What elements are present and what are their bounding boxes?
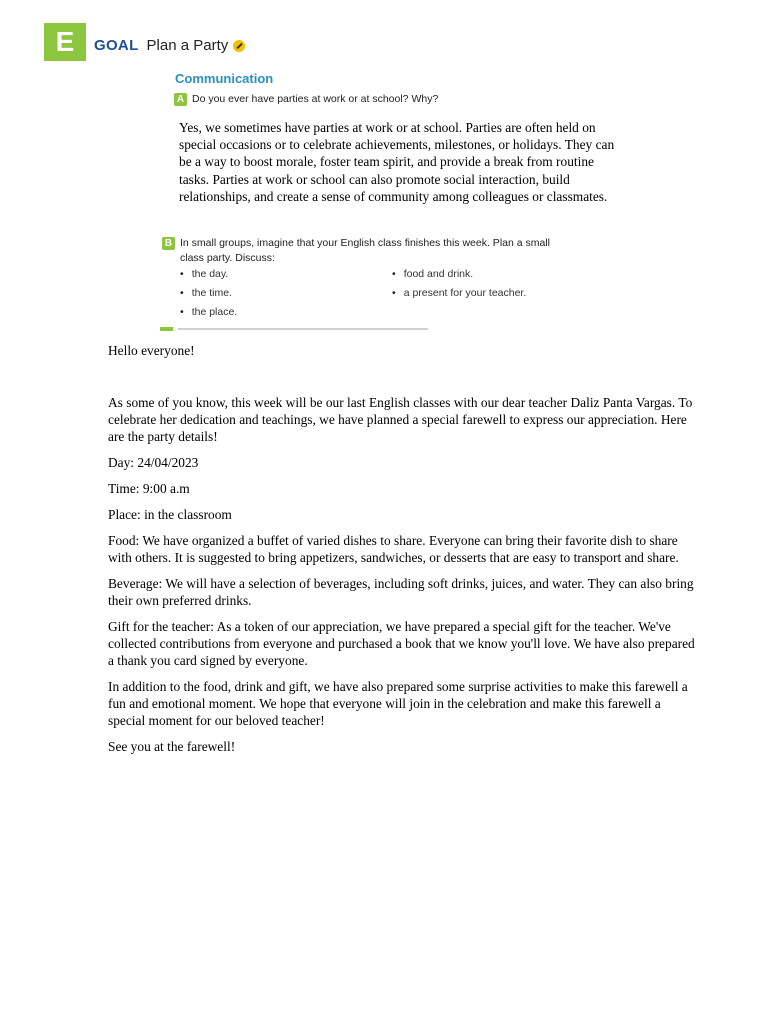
- question-a: [174, 92, 614, 107]
- bullet-item: • food and drink.: [392, 268, 473, 280]
- day-detail: Day: 24/04/2023: [108, 455, 199, 470]
- unit-badge: E: [44, 23, 86, 61]
- question-b-badge: B: [162, 237, 175, 250]
- question-a-badge: A: [174, 93, 187, 106]
- intro-paragraph: As some of you know, this week will be our last English classes with our dear teacher Daliz Panta Vargas. To celebrate her dedication and teachings, we have planned a special farewell to express our appreciation. Here are the party details!: [108, 395, 693, 444]
- goal-label: GOAL: [94, 36, 139, 54]
- question-b-text: In small groups, imagine that your English class finishes this week. Plan a small class party. Discuss:: [180, 237, 551, 264]
- answer-paragraph: Yes, we sometimes have parties at work or at school. Parties are often held on special occasions or to celebrate achievements, milestones, or holidays. They can be a way to boost morale, foster team spirit, and provide a break from routine tasks. Parties at work or school can also promote social interaction, build relationships, and create a sense of community among colleagues or classmates.: [179, 120, 615, 204]
- closing-line: See you at the farewell!: [108, 739, 236, 754]
- question-a-text: Do you ever have parties at work or at school? Why?: [192, 93, 439, 105]
- bullet-item: • the day.: [180, 268, 228, 280]
- bullet-item: • a present for your teacher.: [392, 287, 526, 299]
- lesson-header: [44, 23, 245, 61]
- section-title: Communication: [175, 71, 274, 86]
- pencil-icon: [233, 40, 245, 52]
- question-b: [162, 236, 582, 266]
- food-paragraph: Food: We have organized a buffet of varied dishes to share. Everyone can bring their favorite dish to share with others. It is suggested to bring appetizers, sandwiches, or desserts that are easy to transport and share.: [108, 533, 679, 565]
- greeting: Hello everyone!: [108, 343, 195, 358]
- gift-paragraph: Gift for the teacher: As a token of our appreciation, we have prepared a special gift for the teacher. We've collected contributions from everyone and purchased a book that we know you'll love. We have also prepared a thank you card signed by everyone.: [108, 619, 695, 668]
- bullet-item: • the place.: [180, 306, 237, 318]
- invitation-letter: [108, 342, 700, 755]
- bullet-item: • the time.: [180, 287, 232, 299]
- cropped-next-item: [160, 327, 430, 331]
- activities-paragraph: In addition to the food, drink and gift, we have also prepared some surprise activities to make this farewell a fun and emotional moment. We hope that everyone will join in the celebration and make this farewell a special moment for our beloved teacher!: [108, 679, 688, 728]
- place-detail: Place: in the classroom: [108, 507, 232, 522]
- beverage-paragraph: Beverage: We will have a selection of beverages, including soft drinks, juices, and water. They can also bring their own preferred drinks.: [108, 576, 694, 608]
- lesson-title: Plan a Party: [146, 36, 229, 54]
- time-detail: Time: 9:00 a.m: [108, 481, 190, 496]
